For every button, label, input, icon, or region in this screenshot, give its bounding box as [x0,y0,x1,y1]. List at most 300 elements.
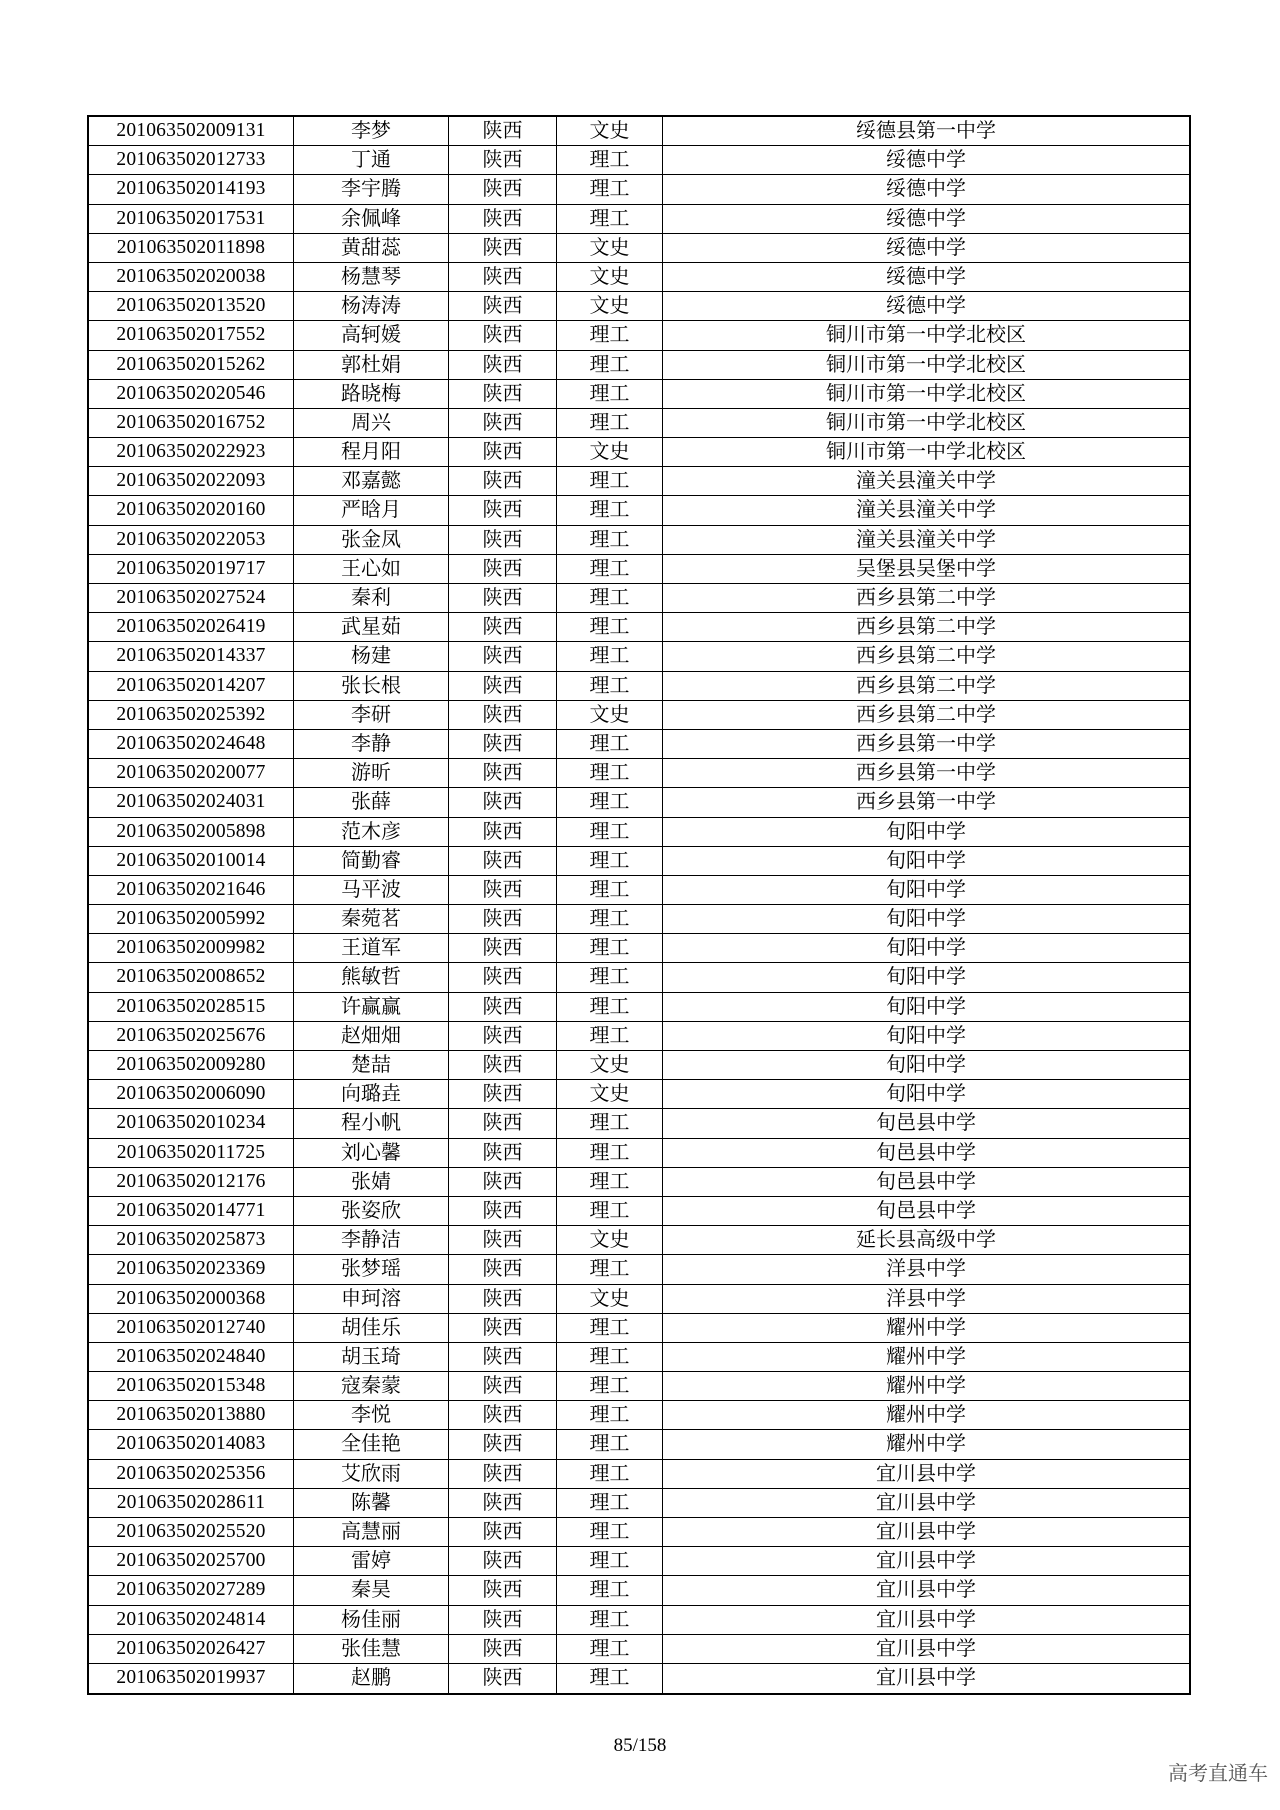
student-name-cell: 秦昊 [294,1576,449,1604]
province-cell: 陕西 [449,1635,557,1663]
table-row [89,263,1189,292]
student-id-cell: 201063502028515 [89,993,294,1021]
table-row [89,1547,1189,1576]
table-row [89,1139,1189,1168]
school-cell: 绥德中学 [886,207,966,230]
student-id-cell: 201063502027289 [89,1576,294,1604]
school-cell: 旬阳中学 [886,878,966,901]
school-cell: 绥德中学 [886,236,966,259]
school-cell: 旬阳中学 [886,937,966,960]
student-name-cell: 胡玉琦 [294,1343,449,1371]
category-cell: 理工 [557,1547,663,1575]
province-cell: 陕西 [449,701,557,729]
student-id-cell: 201063502025700 [89,1547,294,1575]
province-cell: 陕西 [449,1226,557,1254]
student-id-cell: 201063502026419 [89,613,294,641]
province-cell: 陕西 [449,1518,557,1546]
school-cell: 宜川县中学 [876,1608,976,1631]
category-cell: 理工 [557,555,663,583]
student-name-cell: 全佳艳 [294,1430,449,1458]
province-cell: 陕西 [449,788,557,816]
student-name-cell: 李宇腾 [294,175,449,203]
student-id-cell: 201063502012740 [89,1314,294,1342]
student-name-cell: 向璐垚 [294,1080,449,1108]
student-name-cell: 张金凤 [294,526,449,554]
province-cell: 陕西 [449,847,557,875]
province-cell: 陕西 [449,467,557,495]
province-cell: 陕西 [449,438,557,466]
table-row [89,380,1189,409]
table-row [89,351,1189,380]
province-cell: 陕西 [449,730,557,758]
school-cell: 绥德中学 [886,149,966,172]
table-row [89,1372,1189,1401]
school-cell: 绥德中学 [886,295,966,318]
school-cell: 西乡县第一中学 [856,762,996,785]
province-cell: 陕西 [449,1430,557,1458]
student-name-cell: 熊敏哲 [294,963,449,991]
category-cell: 文史 [557,292,663,320]
student-name-cell: 楚喆 [294,1051,449,1079]
table-row [89,1168,1189,1197]
table-row [89,292,1189,321]
province-cell: 陕西 [449,905,557,933]
student-name-cell: 李梦 [294,117,449,145]
category-cell: 理工 [557,642,663,670]
province-cell: 陕西 [449,1255,557,1283]
school-cell: 旬邑县中学 [876,1170,976,1193]
school-cell: 宜川县中学 [876,1579,976,1602]
student-name-cell: 张佳慧 [294,1635,449,1663]
table-row [89,467,1189,496]
student-id-cell: 201063502009131 [89,117,294,145]
province-cell: 陕西 [449,1051,557,1079]
category-cell: 理工 [557,993,663,1021]
student-id-cell: 201063502020160 [89,496,294,524]
school-cell: 旬邑县中学 [876,1199,976,1222]
student-id-cell: 201063502017531 [89,205,294,233]
category-cell: 理工 [557,1168,663,1196]
category-cell: 理工 [557,146,663,174]
category-cell: 文史 [557,1080,663,1108]
category-cell: 文史 [557,1226,663,1254]
table-row [89,321,1189,350]
province-cell: 陕西 [449,642,557,670]
student-id-cell: 201063502022923 [89,438,294,466]
category-cell: 文史 [557,1285,663,1313]
category-cell: 理工 [557,205,663,233]
student-name-cell: 杨慧琴 [294,263,449,291]
province-cell: 陕西 [449,1197,557,1225]
province-cell: 陕西 [449,1314,557,1342]
school-cell: 宜川县中学 [876,1637,976,1660]
student-name-cell: 范木彦 [294,818,449,846]
category-cell: 理工 [557,1343,663,1371]
category-cell: 文史 [557,234,663,262]
province-cell: 陕西 [449,380,557,408]
table-row [89,1343,1189,1372]
school-cell: 宜川县中学 [876,1666,976,1689]
category-cell: 理工 [557,788,663,816]
category-cell: 理工 [557,1518,663,1546]
student-id-cell: 201063502014207 [89,672,294,700]
student-id-cell: 201063502024840 [89,1343,294,1371]
table-row [89,1401,1189,1430]
school-cell: 旬阳中学 [886,1083,966,1106]
student-id-cell: 201063502024031 [89,788,294,816]
school-cell: 宜川县中学 [876,1521,976,1543]
category-cell: 文史 [557,117,663,145]
category-cell: 理工 [557,380,663,408]
table-row [89,1080,1189,1109]
category-cell: 理工 [557,1372,663,1400]
school-cell: 宜川县中学 [876,1462,976,1485]
table-row [89,701,1189,730]
table-row [89,1022,1189,1051]
category-cell: 理工 [557,467,663,495]
student-name-cell: 张薛 [294,788,449,816]
province-cell: 陕西 [449,409,557,437]
student-id-cell: 201063502025676 [89,1022,294,1050]
table-row [89,876,1189,905]
school-cell: 旬阳中学 [886,820,966,843]
category-cell: 理工 [557,963,663,991]
province-cell: 陕西 [449,1343,557,1371]
table-row [89,1460,1189,1489]
school-cell: 宜川县中学 [876,1550,976,1573]
table-row [89,963,1189,992]
province-cell: 陕西 [449,205,557,233]
province-cell: 陕西 [449,613,557,641]
province-cell: 陕西 [449,146,557,174]
student-name-cell: 丁通 [294,146,449,174]
category-cell: 文史 [557,1051,663,1079]
table-row [89,847,1189,876]
school-cell: 旬阳中学 [886,1024,966,1047]
table-row [89,496,1189,525]
student-id-cell: 201063502012176 [89,1168,294,1196]
category-cell: 理工 [557,1635,663,1663]
category-cell: 理工 [557,1489,663,1517]
province-cell: 陕西 [449,555,557,583]
school-cell: 旬邑县中学 [876,1141,976,1164]
table-row [89,1226,1189,1255]
category-cell: 理工 [557,1255,663,1283]
student-name-cell: 马平波 [294,876,449,904]
student-id-cell: 201063502013880 [89,1401,294,1429]
school-cell: 绥德县第一中学 [856,120,996,142]
school-cell: 铜川市第一中学北校区 [826,353,1026,376]
province-cell: 陕西 [449,1664,557,1693]
table-row [89,234,1189,263]
category-cell: 理工 [557,526,663,554]
province-cell: 陕西 [449,263,557,291]
category-cell: 理工 [557,876,663,904]
student-name-cell: 程月阳 [294,438,449,466]
province-cell: 陕西 [449,321,557,349]
category-cell: 理工 [557,730,663,758]
student-id-cell: 201063502013520 [89,292,294,320]
school-cell: 旬阳中学 [886,966,966,989]
category-cell: 理工 [557,1401,663,1429]
student-name-cell: 杨涛涛 [294,292,449,320]
category-cell: 理工 [557,1576,663,1604]
table-row [89,672,1189,701]
school-cell: 旬阳中学 [886,1054,966,1076]
province-cell: 陕西 [449,1285,557,1313]
category-cell: 理工 [557,1430,663,1458]
table-row [89,730,1189,759]
category-cell: 文史 [557,263,663,291]
table-row [89,1109,1189,1138]
school-cell: 铜川市第一中学北校区 [826,324,1026,347]
student-name-cell: 寇秦蒙 [294,1372,449,1400]
province-cell: 陕西 [449,1401,557,1429]
student-id-cell: 201063502025392 [89,701,294,729]
category-cell: 理工 [557,175,663,203]
school-cell: 西乡县第二中学 [856,703,996,726]
school-cell: 潼关县潼关中学 [856,470,996,493]
school-cell: 西乡县第一中学 [856,791,996,814]
student-name-cell: 游昕 [294,759,449,787]
student-name-cell: 李研 [294,701,449,729]
student-name-cell: 杨建 [294,642,449,670]
category-cell: 理工 [557,613,663,641]
category-cell: 理工 [557,409,663,437]
province-cell: 陕西 [449,351,557,379]
school-cell: 铜川市第一中学北校区 [826,441,1026,464]
province-cell: 陕西 [449,175,557,203]
category-cell: 理工 [557,847,663,875]
student-id-cell: 201063502011898 [89,234,294,262]
category-cell: 理工 [557,759,663,787]
student-name-cell: 胡佳乐 [294,1314,449,1342]
school-cell: 西乡县第二中学 [856,616,996,639]
student-name-cell: 邓嘉懿 [294,467,449,495]
province-cell: 陕西 [449,1168,557,1196]
student-name-cell: 高轲媛 [294,321,449,349]
student-id-cell: 201063502014083 [89,1430,294,1458]
table-row [89,1314,1189,1343]
table-row [89,555,1189,584]
table-row [89,934,1189,963]
student-name-cell: 许赢赢 [294,993,449,1021]
student-name-cell: 张婧 [294,1168,449,1196]
province-cell: 陕西 [449,117,557,145]
student-id-cell: 201063502024814 [89,1606,294,1634]
table-row [89,409,1189,438]
school-cell: 耀州中学 [886,1433,966,1456]
category-cell: 理工 [557,1606,663,1634]
table-row [89,1518,1189,1547]
category-cell: 理工 [557,1314,663,1342]
table-row [89,993,1189,1022]
student-name-cell: 黄甜蕊 [294,234,449,262]
table-row [89,175,1189,204]
table-row [89,1489,1189,1518]
student-name-cell: 李静洁 [294,1226,449,1254]
student-id-cell: 201063502011725 [89,1139,294,1167]
province-cell: 陕西 [449,818,557,846]
school-cell: 宜川县中学 [876,1491,976,1514]
student-name-cell: 李静 [294,730,449,758]
category-cell: 理工 [557,1197,663,1225]
student-id-cell: 201063502006090 [89,1080,294,1108]
province-cell: 陕西 [449,934,557,962]
school-cell: 吴堡县吴堡中学 [856,557,996,580]
student-id-cell: 201063502024648 [89,730,294,758]
student-name-cell: 王心如 [294,555,449,583]
student-name-cell: 刘心馨 [294,1139,449,1167]
category-cell: 理工 [557,934,663,962]
student-name-cell: 雷婷 [294,1547,449,1575]
student-id-cell: 201063502010014 [89,847,294,875]
table-row [89,526,1189,555]
school-cell: 洋县中学 [886,1287,966,1310]
table-row [89,905,1189,934]
student-id-cell: 201063502019937 [89,1664,294,1693]
province-cell: 陕西 [449,876,557,904]
province-cell: 陕西 [449,1080,557,1108]
student-id-cell: 201063502025873 [89,1226,294,1254]
watermark-text: 高考直通车 [1168,1761,1268,1785]
table-row [89,788,1189,817]
table-row [89,1197,1189,1226]
student-name-cell: 程小帆 [294,1109,449,1137]
student-name-cell: 李悦 [294,1401,449,1429]
table-row [89,818,1189,847]
table-row [89,584,1189,613]
student-name-cell: 张姿欣 [294,1197,449,1225]
province-cell: 陕西 [449,993,557,1021]
school-cell: 旬阳中学 [886,995,966,1018]
province-cell: 陕西 [449,526,557,554]
student-name-cell: 张梦瑶 [294,1255,449,1283]
province-cell: 陕西 [449,292,557,320]
category-cell: 理工 [557,584,663,612]
student-id-cell: 201063502020546 [89,380,294,408]
table-row [89,1606,1189,1635]
school-cell: 旬邑县中学 [876,1112,976,1135]
school-cell: 耀州中学 [886,1404,966,1427]
student-name-cell: 艾欣雨 [294,1460,449,1488]
province-cell: 陕西 [449,963,557,991]
student-id-cell: 201063502014193 [89,175,294,203]
school-cell: 绥德中学 [886,178,966,201]
province-cell: 陕西 [449,1022,557,1050]
student-id-cell: 201063502027524 [89,584,294,612]
province-cell: 陕西 [449,584,557,612]
student-id-cell: 201063502005992 [89,905,294,933]
student-id-cell: 201063502015348 [89,1372,294,1400]
province-cell: 陕西 [449,1489,557,1517]
student-id-cell: 201063502005898 [89,818,294,846]
student-name-cell: 余佩峰 [294,205,449,233]
student-name-cell: 秦利 [294,584,449,612]
student-id-cell: 201063502025520 [89,1518,294,1546]
student-id-cell: 201063502014337 [89,642,294,670]
category-cell: 理工 [557,496,663,524]
student-name-cell: 简勤睿 [294,847,449,875]
student-name-cell: 陈馨 [294,1489,449,1517]
category-cell: 理工 [557,1022,663,1050]
student-name-cell: 王道军 [294,934,449,962]
student-id-cell: 201063502026427 [89,1635,294,1663]
student-id-cell: 201063502023369 [89,1255,294,1283]
category-cell: 理工 [557,818,663,846]
school-cell: 西乡县第二中学 [856,645,996,668]
school-cell: 绥德中学 [886,265,966,288]
student-id-cell: 201063502016752 [89,409,294,437]
province-cell: 陕西 [449,1372,557,1400]
table-row [89,205,1189,234]
table-row [89,146,1189,175]
student-id-cell: 201063502022053 [89,526,294,554]
student-id-cell: 201063502009982 [89,934,294,962]
category-cell: 理工 [557,1139,663,1167]
table-row [89,642,1189,671]
student-name-cell: 赵畑畑 [294,1022,449,1050]
table-row [89,438,1189,467]
school-cell: 潼关县潼关中学 [856,528,996,551]
province-cell: 陕西 [449,1547,557,1575]
province-cell: 陕西 [449,1139,557,1167]
student-name-cell: 武星茹 [294,613,449,641]
table-row [89,1255,1189,1284]
table-row [89,1576,1189,1605]
student-name-cell: 张长根 [294,672,449,700]
student-id-cell: 201063502012733 [89,146,294,174]
school-cell: 耀州中学 [886,1375,966,1398]
student-name-cell: 周兴 [294,409,449,437]
category-cell: 理工 [557,1109,663,1137]
school-cell: 铜川市第一中学北校区 [826,382,1026,405]
student-name-cell: 秦菀茗 [294,905,449,933]
table-row [89,1664,1189,1693]
category-cell: 理工 [557,1664,663,1693]
student-id-cell: 201063502000368 [89,1285,294,1313]
student-name-cell: 郭杜娟 [294,351,449,379]
school-cell: 铜川市第一中学北校区 [826,411,1026,434]
student-id-cell: 201063502021646 [89,876,294,904]
student-name-cell: 严晗月 [294,496,449,524]
student-id-cell: 201063502009280 [89,1051,294,1079]
student-name-cell: 赵鹏 [294,1664,449,1693]
student-id-cell: 201063502017552 [89,321,294,349]
school-cell: 耀州中学 [886,1316,966,1339]
school-cell: 耀州中学 [886,1345,966,1368]
school-cell: 旬阳中学 [886,849,966,872]
student-id-cell: 201063502010234 [89,1109,294,1137]
province-cell: 陕西 [449,1576,557,1604]
category-cell: 理工 [557,321,663,349]
student-id-cell: 201063502008652 [89,963,294,991]
school-cell: 西乡县第一中学 [856,732,996,755]
table-row [89,1430,1189,1459]
student-id-cell: 201063502025356 [89,1460,294,1488]
category-cell: 理工 [557,351,663,379]
admission-list-table [87,115,1191,1695]
student-name-cell: 路晓梅 [294,380,449,408]
category-cell: 理工 [557,905,663,933]
province-cell: 陕西 [449,672,557,700]
province-cell: 陕西 [449,1109,557,1137]
school-cell: 延长县高级中学 [856,1229,996,1252]
table-row [89,1635,1189,1664]
province-cell: 陕西 [449,496,557,524]
student-name-cell: 杨佳丽 [294,1606,449,1634]
student-name-cell: 申珂溶 [294,1285,449,1313]
